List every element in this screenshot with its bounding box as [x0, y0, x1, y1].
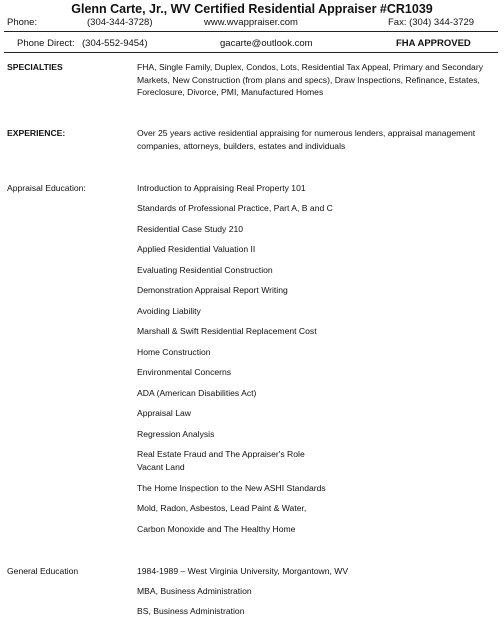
phone-direct-label: Phone Direct: [17, 38, 75, 49]
course-item: Standards of Professional Practice, Part A, B and C [137, 203, 333, 213]
phone-direct-number: (304-552-9454) [82, 38, 148, 49]
fha-approved-badge: FHA APPROVED [396, 38, 471, 49]
course-item: Avoiding Liability [137, 306, 201, 316]
phone-number: (304-344-3728) [87, 17, 153, 28]
education-item: BS, Business Administration [137, 606, 245, 616]
header-divider-bottom [4, 52, 498, 53]
education-item: MBA, Business Administration [137, 586, 252, 596]
course-item: Applied Residential Valuation II [137, 244, 256, 254]
general-education-label: General Education [7, 566, 79, 576]
page-title: Glenn Carte, Jr., WV Certified Residential Appraiser #CR1039 [71, 2, 433, 16]
course-item: Environmental Concerns [137, 367, 232, 377]
course-item: Evaluating Residential Construction [137, 265, 273, 275]
appraisal-education-label: Appraisal Education: [7, 183, 86, 193]
course-item: The Home Inspection to the New ASHI Standards [137, 483, 326, 493]
specialties-text: FHA, Single Family, Duplex, Condos, Lots, Residential Tax Appeal, Primary and Secondary Markets, New Construction (from plans and specs), Draw Inspections, Refinance, Estates, Foreclosure, Divorce, PMI, Manufactured Homes [137, 62, 483, 97]
course-item: Residential Case Study 210 [137, 224, 244, 234]
course-item: Demonstration Appraisal Report Writing [137, 285, 288, 295]
course-item: Home Construction [137, 347, 211, 357]
website-link[interactable]: www.wvappraiser.com [204, 17, 298, 28]
phone-label: Phone: [7, 17, 38, 28]
course-item: ADA (American Disabilities Act) [137, 388, 257, 398]
education-item: 1984-1989 – West Virginia University, Morgantown, WV [137, 566, 349, 576]
course-item: Mold, Radon, Asbestos, Lead Paint & Water, [137, 503, 307, 513]
course-item: Appraisal Law [137, 408, 191, 418]
experience-label: EXPERIENCE: [7, 128, 66, 138]
experience-text: Over 25 years active residential appraising for numerous lenders, appraisal management companies, attorneys, builders, estates and individuals [137, 128, 476, 151]
course-item: Carbon Monoxide and The Healthy Home [137, 524, 296, 534]
course-item: Regression Analysis [137, 429, 215, 439]
course-item: Real Estate Fraud and The Appraiser's Role [137, 449, 305, 459]
specialties-label: SPECIALTIES [7, 62, 63, 72]
email-link[interactable]: gacarte@outlook.com [220, 38, 313, 49]
course-item: Marshall & Swift Residential Replacement Cost [137, 326, 317, 336]
course-item: Introduction to Appraising Real Property 101 [137, 183, 306, 193]
fax-number: Fax: (304) 344-3729 [388, 17, 475, 28]
course-item: Vacant Land [137, 462, 185, 472]
header-divider-top [4, 31, 498, 32]
